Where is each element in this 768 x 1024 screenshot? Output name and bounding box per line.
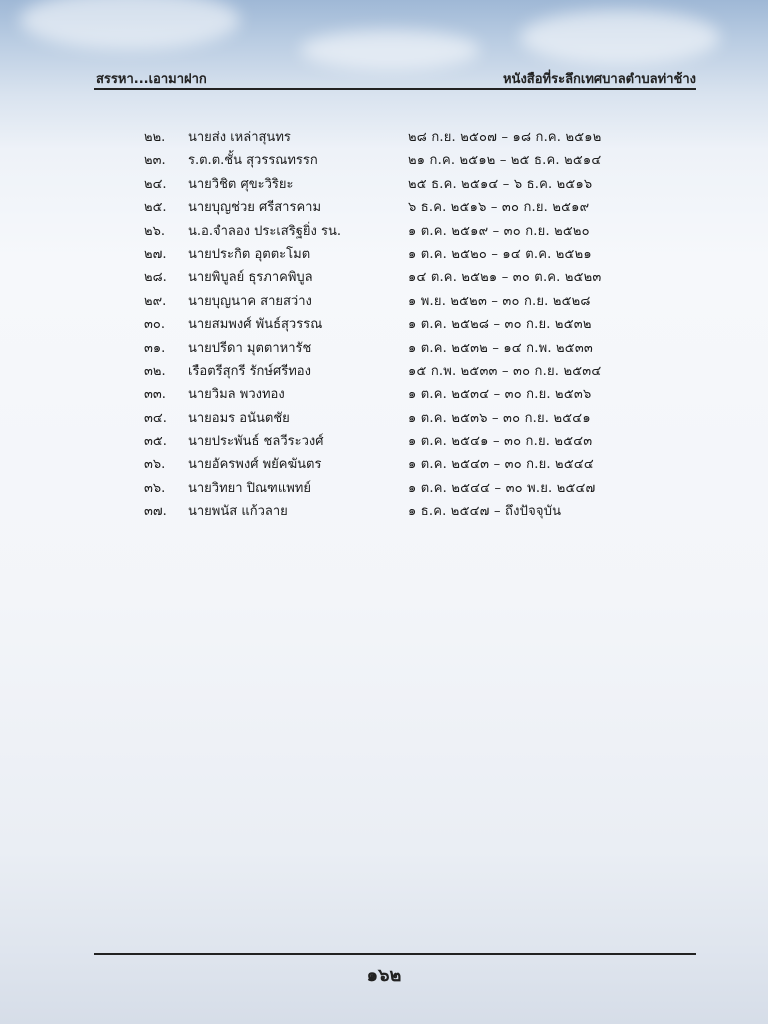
list-item xyxy=(144,311,664,334)
item-period: ๑ ต.ค. ๒๕๓๒ – ๑๔ ก.พ. ๒๕๓๓ xyxy=(408,340,593,356)
item-period: ๑ ต.ค. ๒๕๔๔ – ๓๐ พ.ย. ๒๕๔๗ xyxy=(408,480,596,496)
item-period: ๑ ต.ค. ๒๕๓๔ – ๓๐ ก.ย. ๒๕๓๖ xyxy=(408,387,592,403)
background-cloud xyxy=(520,10,720,65)
background-cloud xyxy=(300,30,480,70)
item-number: ๒๗. xyxy=(144,246,167,262)
background-cloud xyxy=(20,0,240,50)
list-item xyxy=(144,335,664,358)
item-period: ๒๕ ธ.ค. ๒๕๑๔ – ๖ ธ.ค. ๒๕๑๖ xyxy=(408,176,593,192)
list-item xyxy=(144,428,664,451)
list-item xyxy=(144,124,664,147)
header-section-title: สรรหา...เอามาฝาก xyxy=(96,72,207,87)
item-name: นายวิมล พวงทอง xyxy=(188,387,285,403)
list-item xyxy=(144,218,664,241)
item-name: นายวิทยา ปิณฑแพทย์ xyxy=(188,480,311,496)
list-item xyxy=(144,288,664,311)
item-name: นายบุญช่วย ศรีสารคาม xyxy=(188,200,322,216)
item-number: ๓๕. xyxy=(144,434,167,450)
list-item xyxy=(144,358,664,381)
item-name: นายอัครพงศ์ พยัคฆันตร xyxy=(188,457,322,473)
item-name: นายส่ง เหล่าสุนทร xyxy=(188,130,291,145)
mayor-list xyxy=(144,124,664,522)
list-item xyxy=(144,381,664,404)
footer-divider xyxy=(94,953,696,955)
list-item xyxy=(144,264,664,287)
item-number: ๒๔. xyxy=(144,176,167,192)
item-number: ๓๖. xyxy=(144,480,166,496)
item-number: ๒๙. xyxy=(144,293,167,309)
item-period: ๑ ต.ค. ๒๕๔๓ – ๓๐ ก.ย. ๒๕๔๔ xyxy=(408,457,594,473)
item-period: ๒๑ ก.ค. ๒๕๑๒ – ๒๕ ธ.ค. ๒๕๑๔ xyxy=(408,153,602,169)
item-number: ๒๓. xyxy=(144,153,166,169)
page-number: ๑๖๒ xyxy=(366,965,402,986)
list-item xyxy=(144,405,664,428)
list-item xyxy=(144,147,664,170)
item-name: น.อ.จำลอง ประเสริฐยิ่ง รน. xyxy=(188,223,341,239)
item-number: ๓๖. xyxy=(144,457,166,473)
item-name: นายพิบูลย์ ธุรภาคพิบูล xyxy=(188,270,313,286)
item-period: ๑ ต.ค. ๒๕๓๖ – ๓๐ ก.ย. ๒๕๔๑ xyxy=(408,410,591,426)
item-period: ๑ ธ.ค. ๒๕๔๗ – ถึงปัจจุบัน xyxy=(408,504,562,520)
header-book-title: หนังสือที่ระลึกเทศบาลตำบลท่าช้าง xyxy=(502,72,696,87)
item-number: ๓๒. xyxy=(144,363,166,379)
list-item xyxy=(144,241,664,264)
list-item xyxy=(144,451,664,474)
item-number: ๒๖. xyxy=(144,223,165,239)
item-name: นายปรีดา มุตตาหารัช xyxy=(188,340,312,356)
item-name: นายอมร อนันตชัย xyxy=(188,410,290,426)
item-period: ๒๘ ก.ย. ๒๕๐๗ – ๑๘ ก.ค. ๒๕๑๒ xyxy=(408,130,602,145)
item-number: ๒๘. xyxy=(144,270,167,286)
item-name: นายพนัส แก้วลาย xyxy=(188,504,288,520)
item-number: ๒๒. xyxy=(144,130,166,145)
item-period: ๑ ต.ค. ๒๕๒๘ – ๓๐ ก.ย. ๒๕๓๒ xyxy=(408,317,592,333)
item-name: นายประพันธ์ ชลวีระวงศ์ xyxy=(188,434,324,450)
item-number: ๓๔. xyxy=(144,410,167,426)
list-item xyxy=(144,194,664,217)
item-name: นายสมพงศ์ พันธ์สุวรรณ xyxy=(188,317,323,333)
item-number: ๓๑. xyxy=(144,340,166,356)
item-name: นายวิชิต ศุขะวิริยะ xyxy=(188,176,294,192)
item-period: ๖ ธ.ค. ๒๕๑๖ – ๓๐ ก.ย. ๒๕๑๙ xyxy=(408,200,590,216)
item-number: ๓๐. xyxy=(144,317,165,333)
item-name: เรือตรีสุกรี รักษ์ศรีทอง xyxy=(188,363,311,379)
item-period: ๑ ต.ค. ๒๕๔๑ – ๓๐ ก.ย. ๒๕๔๓ xyxy=(408,434,593,450)
item-number: ๓๗. xyxy=(144,504,167,520)
item-period: ๑ ต.ค. ๒๕๑๙ – ๓๐ ก.ย. ๒๕๒๐ xyxy=(408,223,590,239)
item-period: ๑๔ ต.ค. ๒๕๒๑ – ๓๐ ต.ค. ๒๕๒๓ xyxy=(408,270,602,286)
item-period: ๑๕ ก.พ. ๒๕๓๓ – ๓๐ ก.ย. ๒๕๓๔ xyxy=(408,363,602,379)
header-divider xyxy=(94,88,696,90)
item-number: ๓๓. xyxy=(144,387,166,403)
item-period: ๑ ต.ค. ๒๕๒๐ – ๑๔ ต.ค. ๒๕๒๑ xyxy=(408,246,592,262)
item-name: นายประกิต อุตตะโมต xyxy=(188,246,311,262)
item-number: ๒๕. xyxy=(144,200,167,216)
list-item xyxy=(144,171,664,194)
item-period: ๑ พ.ย. ๒๕๒๓ – ๓๐ ก.ย. ๒๕๒๘ xyxy=(408,293,591,309)
item-name: ร.ต.ต.ชั้น สุวรรณทรรก xyxy=(188,153,318,169)
list-item xyxy=(144,498,664,521)
item-name: นายบุญนาค สายสว่าง xyxy=(188,293,312,309)
list-item xyxy=(144,475,664,498)
